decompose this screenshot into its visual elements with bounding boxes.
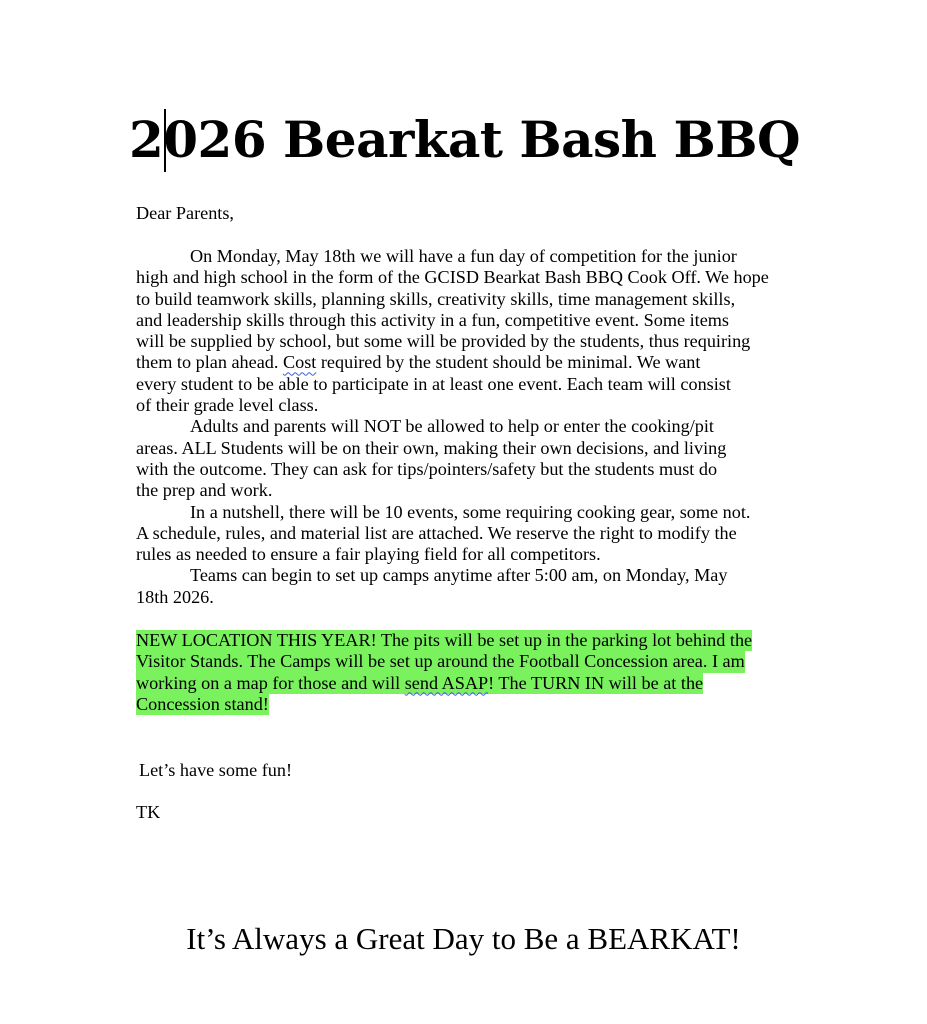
paragraph-2-line: Adults and parents will NOT be allowed to help or enter the cooking/pit	[190, 416, 714, 437]
paragraph-2-line: areas. ALL Students will be on their own, making their own decisions, and living	[136, 437, 727, 458]
paragraph-2-line: the prep and work.	[136, 480, 273, 501]
highlighted-location-notice	[136, 630, 752, 715]
paragraph-1-line: high and high school in the form of the GCISD Bearkat Bash BBQ Cook Off. We hope	[136, 267, 769, 288]
paragraph-2-line: with the outcome. They can ask for tips/pointers/safety but the students must do	[136, 458, 718, 479]
salutation: Dear Parents,	[136, 203, 234, 223]
highlighted-text: NEW LOCATION THIS YEAR! The pits will be set up in the parking lot behind the	[136, 630, 753, 650]
paragraph-1-line: will be supplied by school, but some will be provided by the students, thus requiring	[136, 331, 751, 352]
letter-body	[136, 246, 796, 608]
spellcheck-flagged-word: send ASAP	[404, 672, 489, 693]
closing-line: Let’s have some fun!	[139, 760, 293, 780]
school-motto: It’s Always a Great Day to Be a BEARKAT!	[186, 921, 741, 956]
document-title: 2026 Bearkat Bash BBQ	[128, 110, 801, 169]
spellcheck-flagged-word: Cost	[282, 352, 317, 373]
paragraph-1-line: every student to be able to participate in at least one event. Each team will consist	[136, 373, 731, 394]
signature: TK	[136, 802, 161, 822]
paragraph-3-line: A schedule, rules, and material list are attached. We reserve the right to modify the	[136, 522, 737, 543]
paragraph-3-line: In a nutshell, there will be 10 events, some requiring cooking gear, some not.	[190, 501, 751, 522]
paragraph-1-line: them to plan ahead. Cost required by the student should be minimal. We want	[136, 352, 701, 373]
paragraph-1-line: On Monday, May 18th we will have a fun day of competition for the junior	[190, 246, 737, 266]
highlighted-text: Visitor Stands. The Camps will be set up around the Football Concession area. I am	[136, 651, 745, 672]
paragraph-1-line: to build teamwork skills, planning skills, creativity skills, time management skills,	[136, 288, 736, 309]
paragraph-4-line: 18th 2026.	[136, 586, 214, 607]
highlighted-text: Concession stand!	[136, 693, 269, 714]
paragraph-3-line: rules as needed to ensure a fair playing field for all competitors.	[136, 544, 601, 565]
paragraph-4-line: Teams can begin to set up camps anytime after 5:00 am, on Monday, May	[190, 565, 728, 586]
paragraph-1-line: of their grade level class.	[136, 395, 319, 416]
highlighted-text: working on a map for those and will send ASAP! The TURN IN will be at the	[136, 672, 704, 693]
paragraph-1-line: and leadership skills through this activity in a fun, competitive event. Some items	[136, 309, 730, 330]
